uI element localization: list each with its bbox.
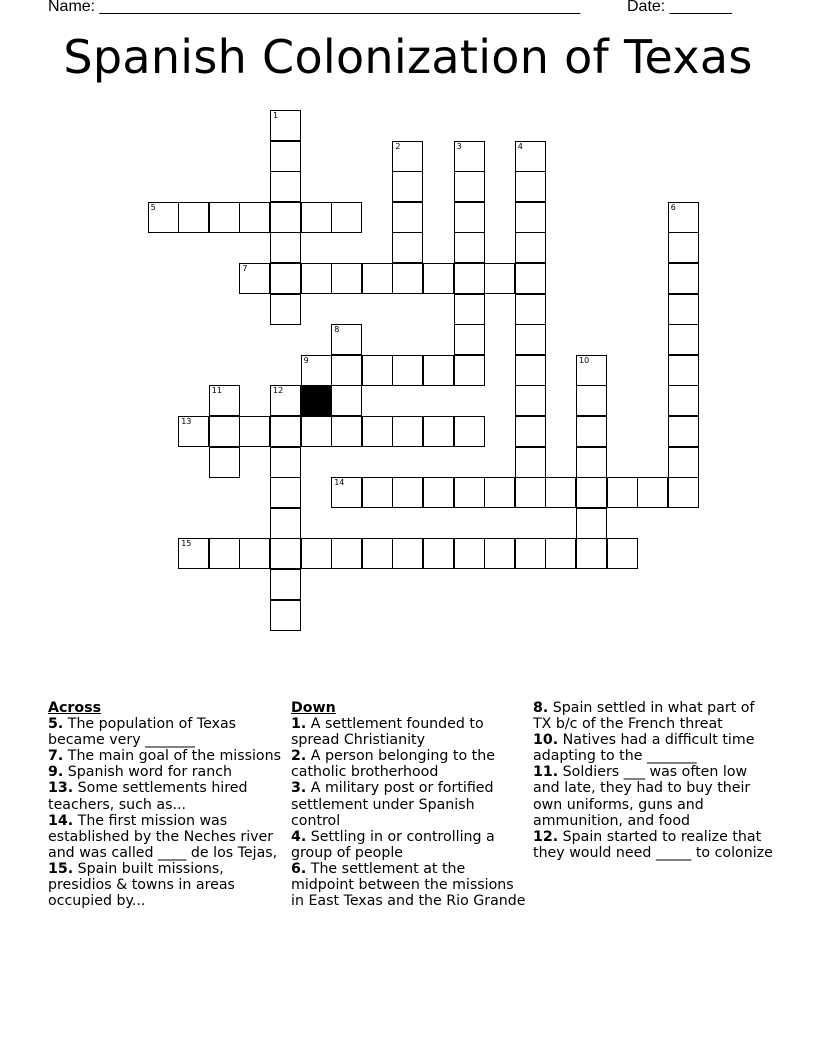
grid-cell[interactable] (576, 416, 607, 447)
black-cell (301, 385, 332, 416)
grid-cell[interactable] (392, 416, 423, 447)
name-field-label: Name: ______________________________________________________ (48, 0, 581, 15)
date-field-label: Date: _______ (627, 0, 732, 15)
clue-text: The settlement at the midpoint between the missions in East Texas and the Rio Grande (291, 860, 526, 910)
grid-cell[interactable] (515, 202, 546, 233)
grid-cell[interactable] (392, 141, 423, 172)
grid-cell[interactable] (423, 477, 454, 508)
across-clue (48, 716, 286, 748)
grid-cell[interactable] (454, 538, 485, 569)
grid-cell[interactable] (331, 416, 362, 447)
grid-cell[interactable] (270, 294, 301, 325)
across-clue (48, 764, 286, 780)
grid-cell[interactable] (270, 171, 301, 202)
clue-number: 11 (211, 386, 222, 396)
clue-number-label: 11. (533, 764, 559, 781)
grid-cell[interactable] (301, 538, 332, 569)
across-clue (48, 861, 286, 909)
grid-cell[interactable] (515, 232, 546, 263)
grid-cell[interactable] (392, 355, 423, 386)
grid-cell[interactable] (270, 232, 301, 263)
grid-cell[interactable] (515, 294, 546, 325)
grid-cell[interactable] (270, 447, 301, 478)
grid-cell[interactable] (668, 447, 699, 478)
clue-number-label: 5. (48, 716, 64, 733)
grid-cell[interactable] (270, 202, 301, 233)
grid-cell[interactable] (362, 538, 393, 569)
clue-number-label: 6. (291, 860, 307, 877)
grid-cell[interactable] (454, 355, 485, 386)
grid-cell[interactable] (607, 538, 638, 569)
across-clues (48, 700, 286, 909)
grid-cell[interactable] (148, 202, 179, 233)
grid-cell[interactable] (576, 477, 607, 508)
clue-number: 13 (181, 417, 192, 426)
grid-cell[interactable] (668, 202, 699, 233)
grid-cell[interactable] (270, 508, 301, 539)
grid-cell[interactable] (515, 447, 546, 478)
grid-cell[interactable] (576, 447, 607, 478)
down-clue (291, 829, 527, 861)
clue-number-label: 12. (533, 828, 559, 845)
grid-cell[interactable] (515, 263, 546, 294)
grid-cell[interactable] (239, 416, 270, 447)
grid-cell[interactable] (270, 600, 301, 631)
grid-cell[interactable] (423, 416, 454, 447)
grid-cell[interactable] (454, 202, 485, 233)
down-clue (291, 716, 527, 748)
grid-cell[interactable] (270, 141, 301, 172)
grid-cell[interactable] (423, 263, 454, 294)
grid-cell[interactable] (515, 355, 546, 386)
clue-text: A military post or fortified settlement under Spanish control (291, 780, 494, 829)
grid-cell[interactable] (331, 202, 362, 233)
clue-text: Natives had a difficult time adapting to the _______ (533, 732, 755, 765)
clue-number: 14 (334, 478, 345, 488)
grid-cell[interactable] (515, 385, 546, 416)
grid-cell[interactable] (515, 416, 546, 447)
grid-cell[interactable] (331, 263, 362, 294)
grid-cell[interactable] (239, 538, 270, 569)
down-clue (533, 700, 773, 732)
grid-cell[interactable] (178, 416, 209, 447)
clue-number: 12 (273, 386, 284, 396)
clue-text: Spain built missions, presidios & towns in areas occupied by... (48, 860, 235, 910)
down-clue (291, 780, 527, 828)
down-clue (533, 829, 773, 861)
clue-number-label: 13. (48, 780, 74, 797)
grid-cell[interactable] (209, 385, 240, 416)
grid-cell[interactable] (270, 110, 301, 141)
grid-cell[interactable] (668, 232, 699, 263)
down-clues-continued (533, 700, 773, 861)
grid-cell[interactable] (668, 324, 699, 355)
grid-cell[interactable] (209, 538, 240, 569)
grid-cell[interactable] (668, 294, 699, 325)
grid-cell[interactable] (392, 263, 423, 294)
down-clue (291, 748, 527, 780)
grid-cell[interactable] (270, 416, 301, 447)
grid-cell[interactable] (239, 263, 270, 294)
grid-cell[interactable] (362, 263, 393, 294)
grid-cell[interactable] (331, 324, 362, 355)
clue-number: 4 (517, 141, 523, 151)
grid-cell[interactable] (668, 355, 699, 386)
grid-cell[interactable] (607, 477, 638, 508)
clue-number: 1 (273, 111, 279, 120)
grid-cell[interactable] (392, 477, 423, 508)
clue-text: The first mission was established by the Neches river and was called ____ de los Tejas, (48, 812, 278, 861)
across-clue (48, 748, 286, 764)
clue-number: 6 (670, 202, 676, 212)
clue-number: 15 (181, 539, 192, 549)
down-clue (291, 861, 527, 909)
grid-cell[interactable] (301, 202, 332, 233)
clue-number-label: 15. (48, 860, 74, 877)
clue-text: Settling in or controlling a group of people (291, 828, 495, 861)
down-clue (533, 764, 773, 828)
grid-cell[interactable] (668, 263, 699, 294)
grid-cell[interactable] (209, 416, 240, 447)
grid-cell[interactable] (270, 477, 301, 508)
across-clue (48, 813, 286, 861)
grid-cell[interactable] (423, 355, 454, 386)
clue-number: 9 (303, 355, 309, 365)
grid-cell[interactable] (270, 263, 301, 294)
clue-text: The main goal of the missions (63, 748, 281, 765)
page-title: Spanish Colonization of Texas (63, 30, 753, 84)
grid-cell[interactable] (301, 416, 332, 447)
grid-cell[interactable] (239, 202, 270, 233)
grid-cell[interactable] (362, 416, 393, 447)
grid-cell[interactable] (331, 385, 362, 416)
clue-number-label: 9. (48, 764, 64, 781)
across-heading: Across (48, 700, 102, 716)
grid-cell[interactable] (545, 538, 576, 569)
clue-number-label: 8. (533, 700, 549, 716)
grid-cell[interactable] (270, 385, 301, 416)
grid-cell[interactable] (331, 355, 362, 386)
grid-cell[interactable] (209, 202, 240, 233)
grid-cell[interactable] (423, 538, 454, 569)
grid-cell[interactable] (515, 171, 546, 202)
clue-text: Spain settled in what part of TX b/c of the French threat (533, 700, 755, 733)
grid-cell[interactable] (331, 477, 362, 508)
grid-cell[interactable] (545, 477, 576, 508)
grid-cell[interactable] (454, 141, 485, 172)
grid-cell[interactable] (301, 355, 332, 386)
grid-cell[interactable] (362, 355, 393, 386)
grid-cell[interactable] (576, 508, 607, 539)
clue-number-label: 2. (291, 748, 307, 765)
grid-cell[interactable] (515, 324, 546, 355)
clue-text: Spain started to realize that they would need _____ to colonize (533, 828, 773, 861)
grid-cell[interactable] (270, 569, 301, 600)
clue-text: Soldiers ___ was often low and late, they had to buy their own uniforms, guns and ammunition, and food (533, 764, 751, 829)
down-heading: Down (291, 700, 336, 716)
clue-number: 3 (456, 141, 462, 151)
grid-cell[interactable] (454, 324, 485, 355)
clue-number-label: 7. (48, 748, 64, 765)
grid-cell[interactable] (178, 538, 209, 569)
clue-text: The population of Texas became very _______ (48, 716, 237, 749)
grid-cell[interactable] (637, 477, 668, 508)
grid-cell[interactable] (301, 263, 332, 294)
clue-number-label: 4. (291, 828, 307, 845)
clue-text: A person belonging to the catholic brotherhood (291, 748, 495, 781)
grid-cell[interactable] (454, 477, 485, 508)
grid-cell[interactable] (576, 355, 607, 386)
clue-number: 5 (150, 202, 156, 212)
grid-cell[interactable] (484, 538, 515, 569)
clue-number-label: 3. (291, 780, 307, 797)
grid-cell[interactable] (515, 141, 546, 172)
grid-cell[interactable] (484, 263, 515, 294)
grid-cell[interactable] (362, 477, 393, 508)
down-clue (533, 732, 773, 764)
grid-cell[interactable] (454, 232, 485, 263)
clue-number-label: 10. (533, 732, 559, 749)
grid-cell[interactable] (454, 416, 485, 447)
grid-cell[interactable] (484, 477, 515, 508)
grid-cell[interactable] (515, 477, 546, 508)
grid-cell[interactable] (209, 447, 240, 478)
grid-cell[interactable] (270, 538, 301, 569)
down-clues (291, 700, 527, 909)
grid-cell[interactable] (576, 538, 607, 569)
clue-text: A settlement founded to spread Christianity (291, 716, 484, 749)
grid-cell[interactable] (178, 202, 209, 233)
clue-number: 2 (395, 141, 401, 151)
clue-number: 10 (579, 355, 590, 365)
clue-text: Some settlements hired teachers, such as... (48, 780, 248, 813)
grid-cell[interactable] (515, 538, 546, 569)
grid-cell[interactable] (454, 294, 485, 325)
grid-cell[interactable] (392, 538, 423, 569)
grid-cell[interactable] (454, 171, 485, 202)
grid-cell[interactable] (392, 202, 423, 233)
clue-number: 7 (242, 264, 248, 273)
clue-number-label: 1. (291, 716, 307, 733)
clue-number: 8 (334, 325, 340, 335)
across-clue (48, 780, 286, 812)
grid-cell[interactable] (576, 385, 607, 416)
grid-cell[interactable] (668, 385, 699, 416)
grid-cell[interactable] (454, 263, 485, 294)
grid-cell[interactable] (668, 416, 699, 447)
grid-cell[interactable] (392, 171, 423, 202)
clue-number-label: 14. (48, 812, 74, 829)
grid-cell[interactable] (668, 477, 699, 508)
grid-cell[interactable] (392, 232, 423, 263)
grid-cell[interactable] (331, 538, 362, 569)
clue-text: Spanish word for ranch (63, 764, 233, 781)
